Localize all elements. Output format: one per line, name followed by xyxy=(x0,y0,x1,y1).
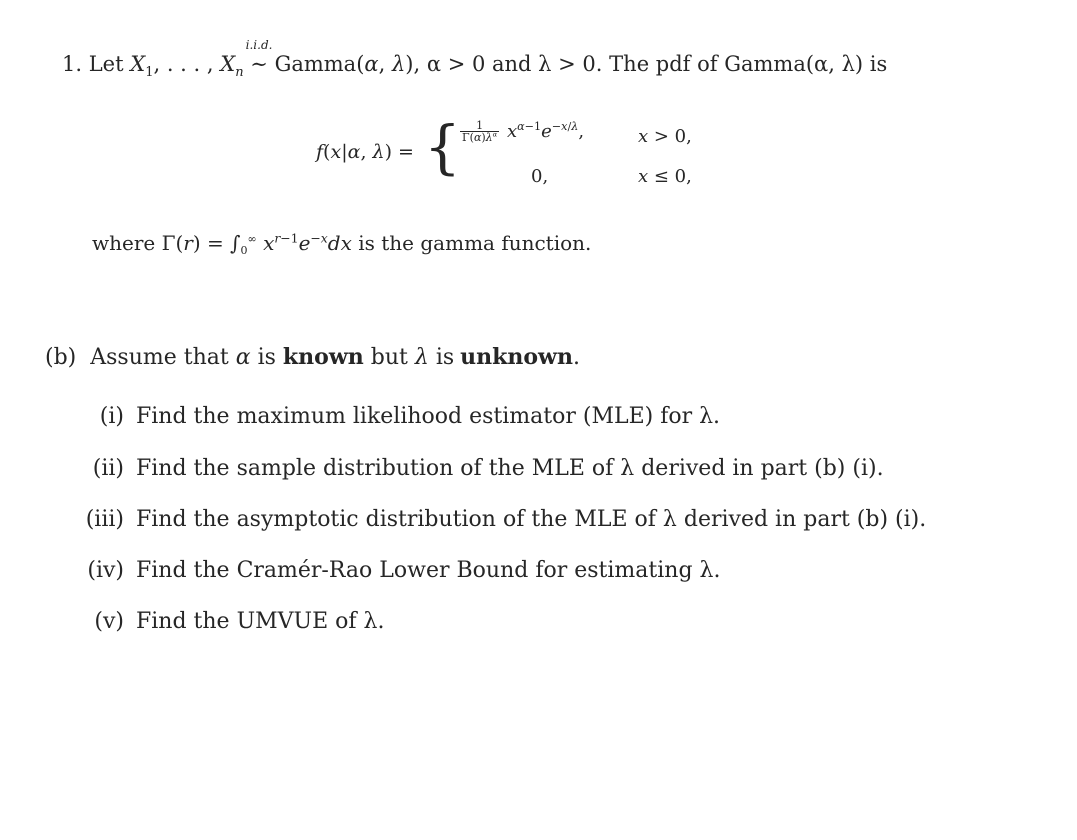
item-text-i: Find the maximum likelihood estimator (MLE) for λ. xyxy=(136,404,721,429)
part-b-text-3: . xyxy=(573,345,580,370)
problem-number: 1. xyxy=(62,52,83,76)
part-b-text-2: but λ is xyxy=(370,345,455,370)
known-keyword: known xyxy=(282,344,364,370)
pdf-case-zero: 0, xyxy=(531,166,549,187)
pdf-case-zero-condition: x ≤ 0, xyxy=(638,166,692,187)
problem-statement xyxy=(62,38,888,81)
normalizing-fraction xyxy=(460,120,499,143)
item-label-iii: (iii) xyxy=(85,507,124,532)
pdf-lhs: f(x|α, λ) = xyxy=(316,141,414,163)
distribution-name: Gamma(α, λ), xyxy=(274,52,421,76)
part-b-label: (b) xyxy=(45,345,77,370)
item-text-iv: Find the Cramér-Rao Lower Bound for estimating λ. xyxy=(136,558,721,583)
fraction-numerator: 1 xyxy=(476,119,484,132)
parameter-conditions: α > 0 and λ > 0. xyxy=(426,52,603,76)
item-text-ii: Find the sample distribution of the MLE of λ derived in part (b) (i). xyxy=(136,456,884,481)
pdf-sentence: The pdf of Gamma(α, λ) is xyxy=(609,52,888,76)
density-kernel: $x^{\alpha-1}e^{-x/\lambda}$, xyxy=(507,119,585,142)
pdf-case-positive xyxy=(460,120,584,143)
item-text-v: Find the UMVUE of λ. xyxy=(136,609,385,634)
iid-symbol xyxy=(245,38,273,76)
item-text-iii: Find the asymptotic distribution of the MLE of λ derived in part (b) (i). xyxy=(136,507,927,532)
item-label-i: (i) xyxy=(99,404,124,429)
part-b-text-1: Assume that α is xyxy=(90,345,276,370)
iid-label: i.i.d. xyxy=(245,38,273,52)
gamma-function-definition: where $\Gamma(r) = \int_0^\infty$ $x^{r-1}e^{-x}dx$ is the gamma function. xyxy=(92,230,592,257)
part-b-statement xyxy=(45,346,580,369)
unknown-keyword: unknown xyxy=(460,344,573,370)
pdf-case-positive-condition: x > 0, xyxy=(638,126,692,147)
item-label-ii: (ii) xyxy=(92,456,124,481)
item-label-iv: (iv) xyxy=(87,558,124,583)
fraction-denominator: $\Gamma(\alpha)\lambda^\alpha$ xyxy=(462,130,498,144)
cases-brace: { xyxy=(424,113,461,181)
distributed-as-symbol: ∼ xyxy=(250,52,268,76)
sample-variables: $X_1$, . . . , $X_n$ xyxy=(130,52,244,81)
item-label-v: (v) xyxy=(94,609,124,634)
intro-lead: Let xyxy=(88,52,124,76)
